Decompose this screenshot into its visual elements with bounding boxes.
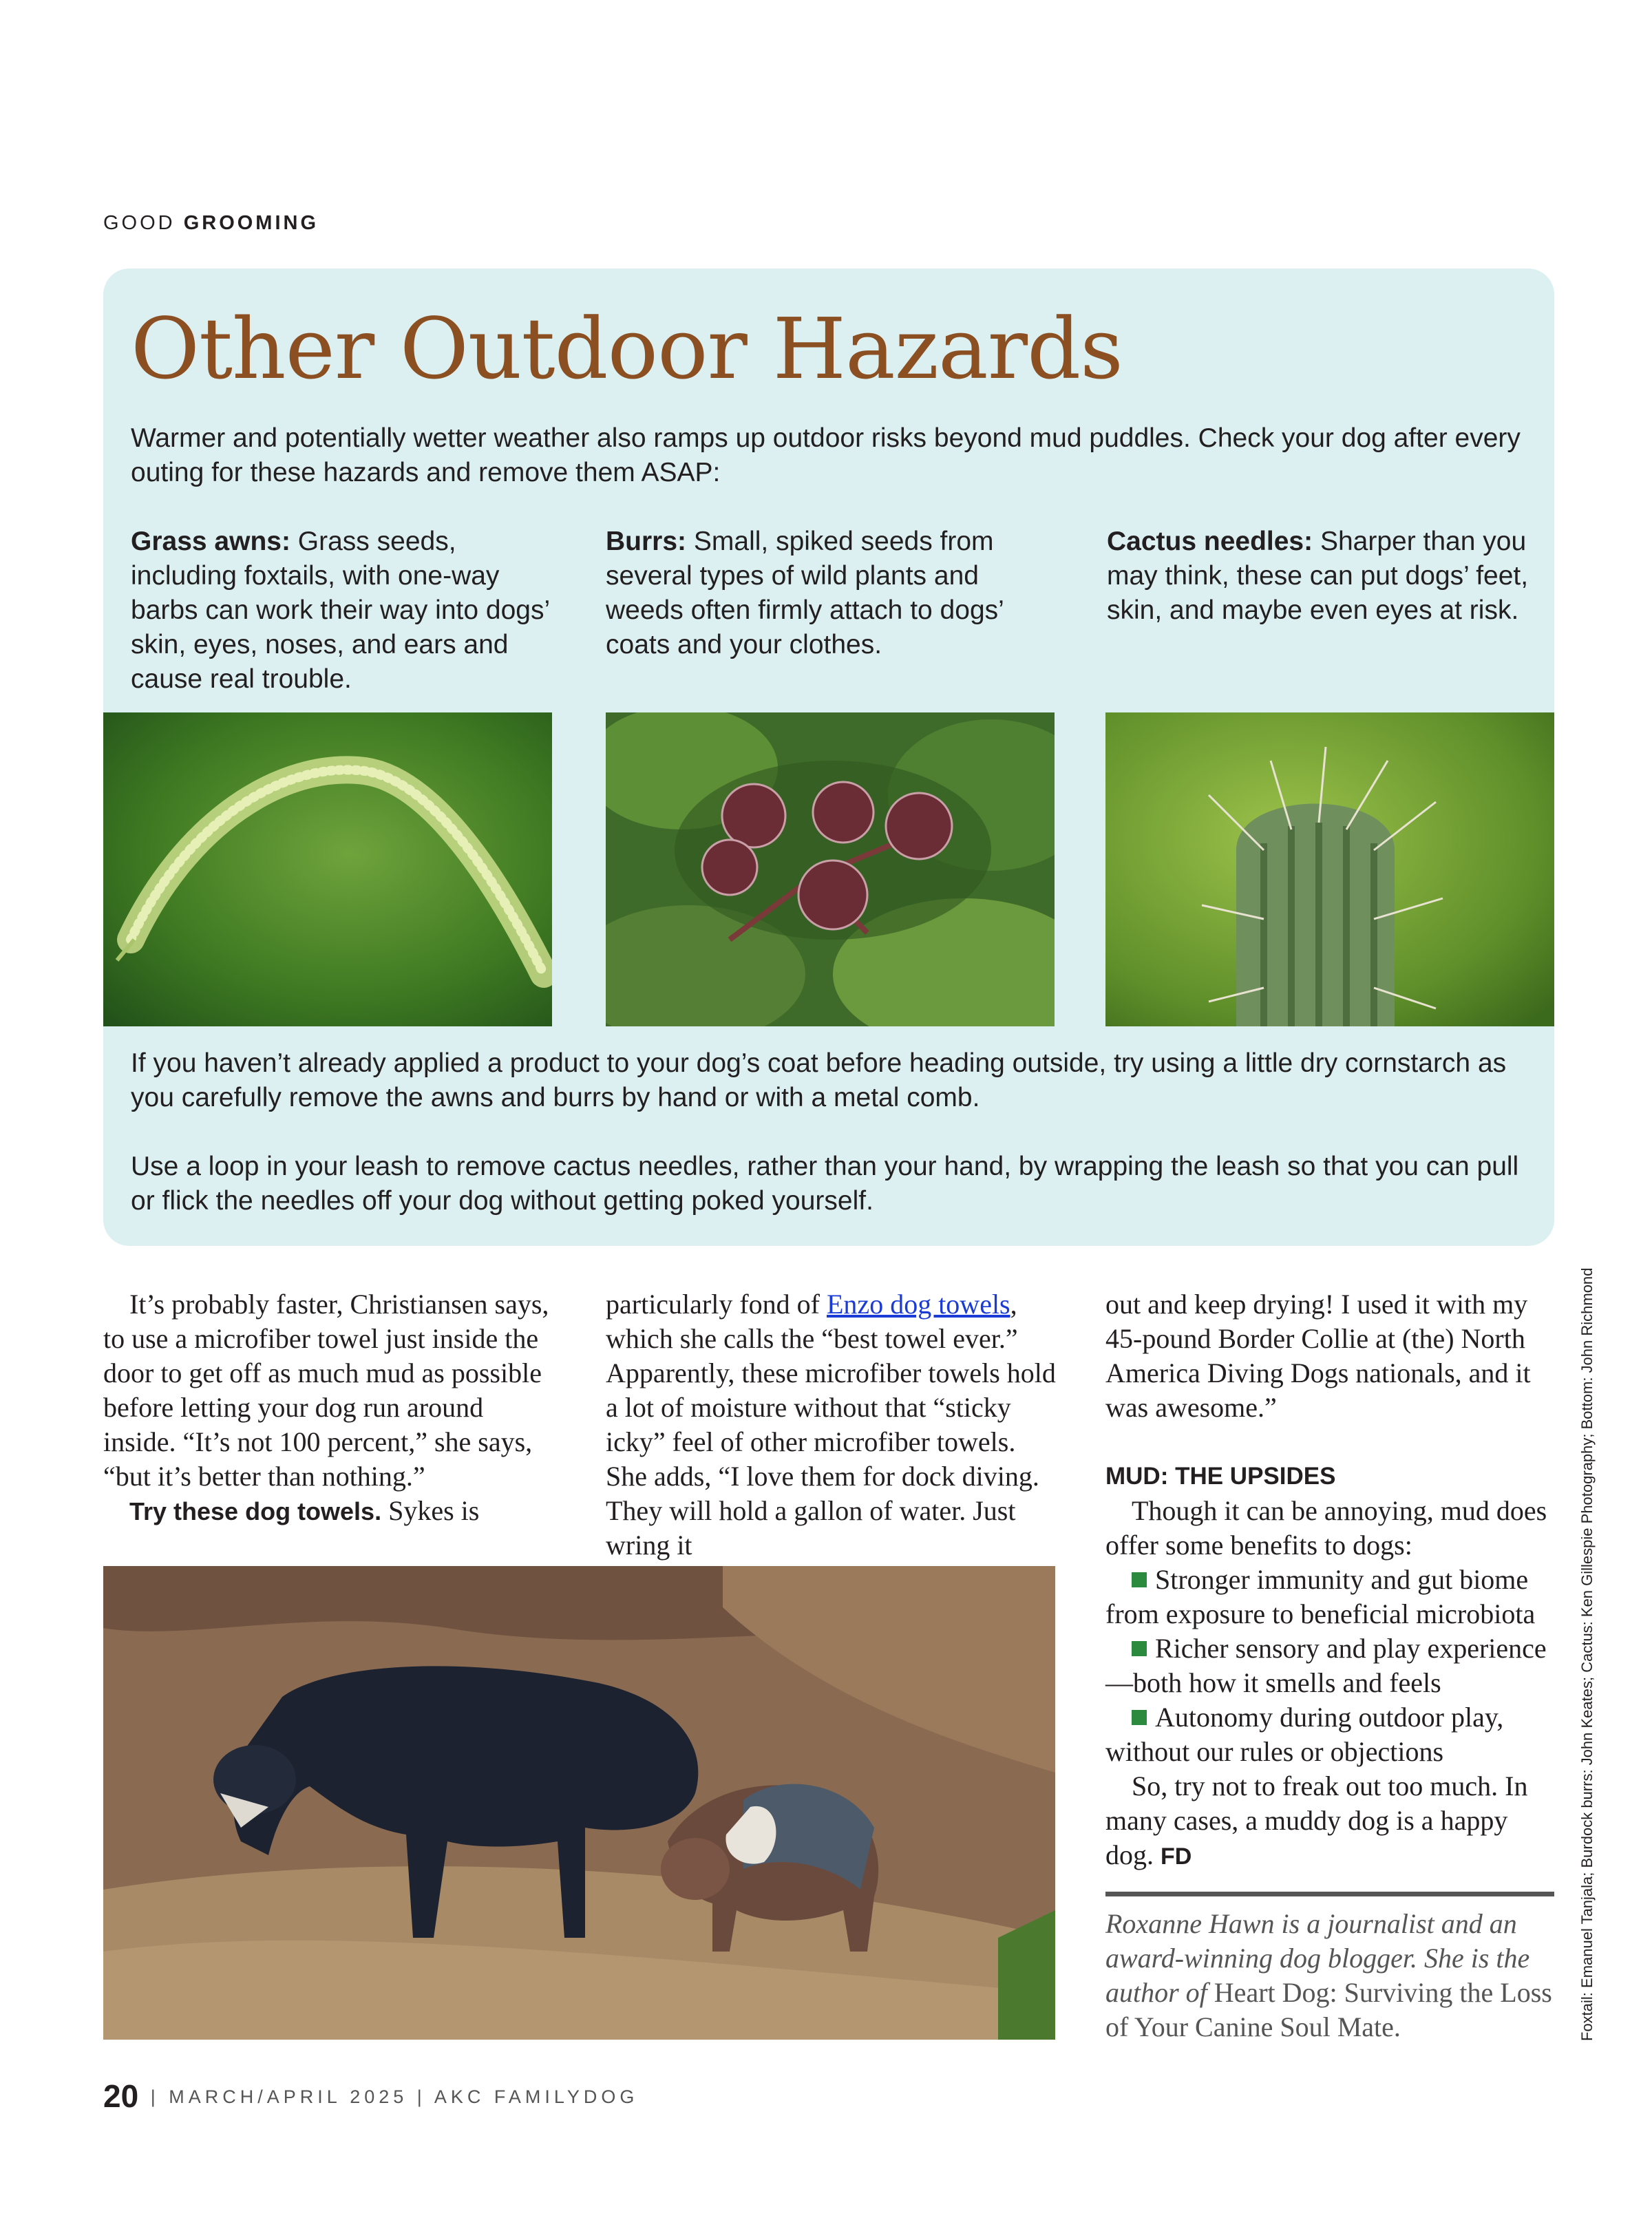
article-column-2	[606, 1287, 1060, 1563]
author-bio	[1105, 1907, 1554, 2044]
muddy-dogs-photo	[103, 1566, 1055, 2040]
tip-leash-loop: Use a loop in your leash to remove cactus needles, rather than your hand, by wrapping the leash so that you can pull or flick the needles off your dog without getting poked yourself.	[131, 1152, 1519, 1216]
article-paragraph	[1105, 1769, 1553, 1874]
article-column-1	[103, 1287, 551, 1529]
hazard-text: Small, spiked seeds from several types of wild plants and weeds often firmly attach to dogs’ coats and your clothes.	[606, 527, 1004, 659]
article-paragraph: It’s probably faster, Christiansen says, to use a microfiber towel just inside the door to get off as much mud as possible before letting your dog run around inside. “It’s not 100 percent,” she says, “but it’s better than nothing.”	[103, 1289, 549, 1492]
bio-book-title: Heart Dog: Surviving the Loss of Your Canine Soul Mate.	[1105, 1977, 1552, 2042]
article-paragraph	[606, 1287, 1060, 1563]
bullet-text: Stronger immunity and gut biome from exposure to beneficial microbiota	[1105, 1564, 1536, 1629]
hazard-burrs	[606, 525, 1060, 662]
run-in-heading: Try these dog towels.	[129, 1497, 382, 1525]
hazard-name: Grass awns:	[131, 527, 290, 556]
burrs-photo	[606, 712, 1055, 1026]
section-label-bold: GROOMING	[183, 212, 319, 234]
subhead-mud-upsides: MUD: THE UPSIDES	[1105, 1463, 1336, 1490]
enzo-towels-link[interactable]: Enzo dog towels	[827, 1289, 1010, 1320]
article-column-3	[1105, 1287, 1553, 1874]
article-text: Sykes is	[381, 1495, 480, 1526]
bullet-text: Autonomy during outdoor play, without our rules or objections	[1105, 1702, 1504, 1767]
square-bullet-icon	[1132, 1710, 1147, 1725]
article-text: So, try not to freak out too much. In many cases, a muddy dog is a happy dog.	[1105, 1770, 1528, 1870]
article-text: particularly fond of	[606, 1289, 827, 1320]
section-label-light: GOOD	[103, 212, 176, 234]
article-text: , which she calls the “best towel ever.” Apparently, these microfiber towels hold a lot of moisture without that “sticky icky” feel of other microfiber towels. She adds, “I love them for dock diving. They will hold a gallon of water. Just wring it	[606, 1289, 1056, 1561]
article-paragraph: out and keep drying! I used it with my 45-pound Border Collie at (the) North America Diving Dogs nationals, and it was awesome.”	[1105, 1289, 1531, 1423]
hazard-name: Burrs:	[606, 527, 687, 556]
end-mark: FD	[1161, 1843, 1192, 1870]
bio-divider	[1105, 1892, 1554, 1896]
hazard-text: Sharper than you may think, these can put dogs’ feet, skin, and maybe even eyes at risk.	[1107, 527, 1529, 625]
photo-credit: Foxtail: Emanuel Tanjala; Burdock burrs: John Keates; Cactus: Ken Gillespie Photography; Bottom: John Richmond	[1578, 1267, 1596, 2041]
foxtail-photo	[103, 712, 552, 1026]
article-paragraph	[103, 1494, 551, 1529]
bullet-item	[1105, 1631, 1553, 1700]
section-label	[103, 212, 319, 235]
issue-info: | MARCH/APRIL 2025 | AKC FAMILYDOG	[150, 2086, 639, 2107]
sidebar-title: Other Outdoor Hazards	[131, 300, 1123, 398]
bio-italic: Roxanne Hawn is a journalist and an award-winning dog blogger. She is the author of	[1105, 1908, 1530, 2008]
hazard-cactus-needles	[1107, 525, 1534, 628]
hazard-text: Grass seeds, including foxtails, with one-way barbs can work their way into dogs’ skin, eyes, noses, and ears and cause real trouble.	[131, 527, 549, 694]
page-number: 20	[103, 2078, 139, 2114]
sidebar-intro: Warmer and potentially wetter weather also ramps up outdoor risks beyond mud puddles. Check your dog after every outing for these hazards and remove them ASAP:	[131, 423, 1521, 487]
page-footer	[103, 2078, 638, 2115]
square-bullet-icon	[1132, 1641, 1147, 1656]
hazard-grass-awns	[131, 525, 558, 697]
article-paragraph: Though it can be annoying, mud does offer some benefits to dogs:	[1105, 1495, 1547, 1561]
tip-cornstarch: If you haven’t already applied a product to your dog’s coat before heading outside, try using a little dry cornstarch as you carefully remove the awns and burrs by hand or with a metal comb.	[131, 1048, 1507, 1112]
square-bullet-icon	[1132, 1572, 1147, 1587]
bullet-text: Richer sensory and play experience—both how it smells and feels	[1105, 1633, 1547, 1698]
hazard-name: Cactus needles:	[1107, 527, 1313, 556]
cactus-photo	[1105, 712, 1554, 1026]
bullet-item	[1105, 1700, 1553, 1769]
bullet-item	[1105, 1563, 1553, 1631]
